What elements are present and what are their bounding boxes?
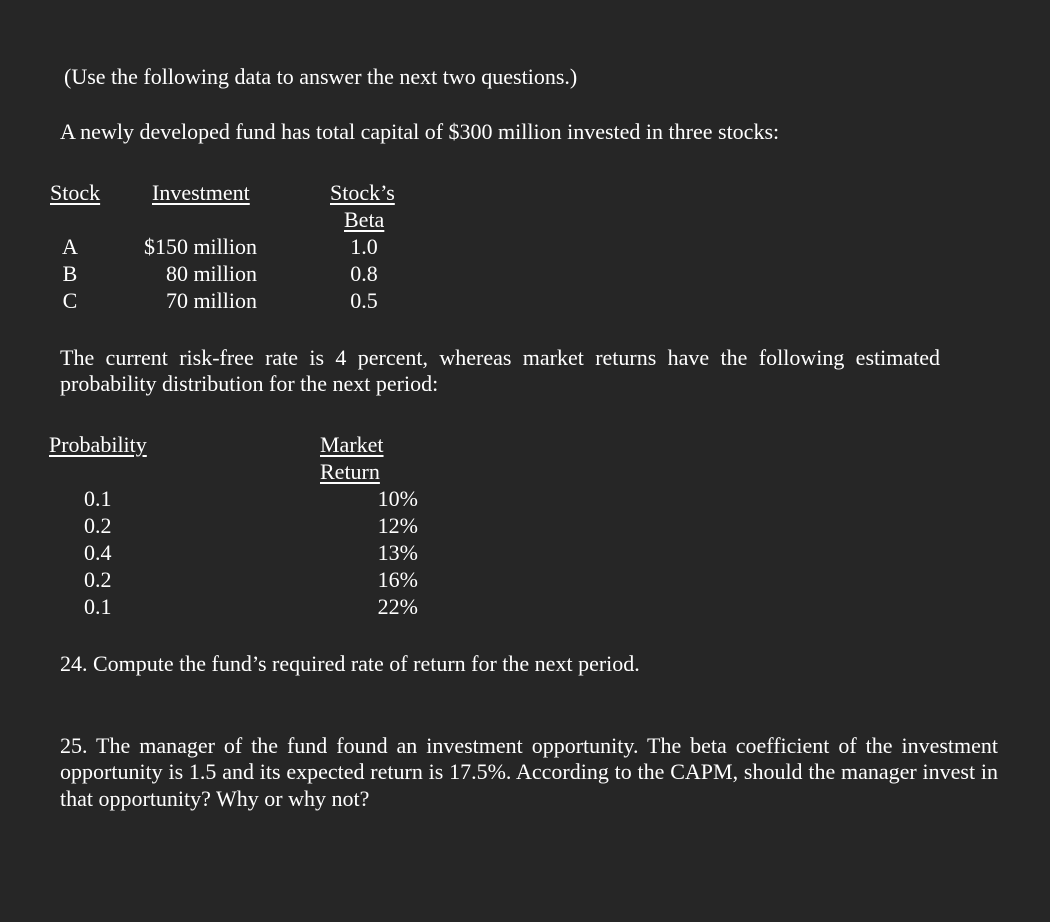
question-24: 24. Compute the fund’s required rate of return for the next period. (60, 651, 640, 676)
risk-free-text: The current risk-free rate is 4 percent, whereas market returns have the following estimated probability distribution for the next period: (60, 345, 940, 397)
beta-cell-a: 1.0 (350, 234, 378, 259)
probability-cell: 0.1 (84, 594, 112, 619)
beta-header-line2: Beta (344, 207, 385, 232)
market-return-header-line2: Return (320, 459, 380, 484)
market-return-header-line1: Market (320, 432, 384, 457)
return-cell: 22% (377, 594, 418, 619)
stock-header: Stock (50, 180, 101, 205)
return-cell: 13% (377, 540, 418, 565)
probability-cell: 0.2 (84, 567, 112, 592)
beta-header-line1: Stock’s (330, 180, 395, 205)
probability-cell: 0.1 (84, 486, 112, 511)
stock-cell-c: C (62, 288, 78, 313)
investment-header: Investment (152, 180, 250, 205)
probability-cell: 0.2 (84, 513, 112, 538)
return-cell: 12% (377, 513, 418, 538)
probability-header: Probability (49, 432, 147, 457)
investment-cell-b: 80 million (165, 261, 257, 286)
return-cell: 16% (377, 567, 418, 592)
intro-text: (Use the following data to answer the next two questions.) (64, 64, 578, 89)
beta-cell-c: 0.5 (350, 288, 378, 313)
stock-cell-b: B (62, 261, 78, 286)
investment-cell-c: 70 million (165, 288, 257, 313)
investment-cell-a: $150 million (143, 234, 257, 259)
return-cell: 10% (377, 486, 418, 511)
question-25: 25. The manager of the fund found an investment opportunity. The beta coefficient of the investment opportunity is 1.5 and its expected return is 17.5%. According to the CAPM, should the manager invest in that opportunity? Why or why not? (60, 733, 998, 811)
probability-cell: 0.4 (84, 540, 112, 565)
fund-statement: A newly developed fund has total capital of $300 million invested in three stocks: (60, 119, 780, 144)
stock-cell-a: A (62, 234, 78, 259)
beta-cell-b: 0.8 (350, 261, 378, 286)
